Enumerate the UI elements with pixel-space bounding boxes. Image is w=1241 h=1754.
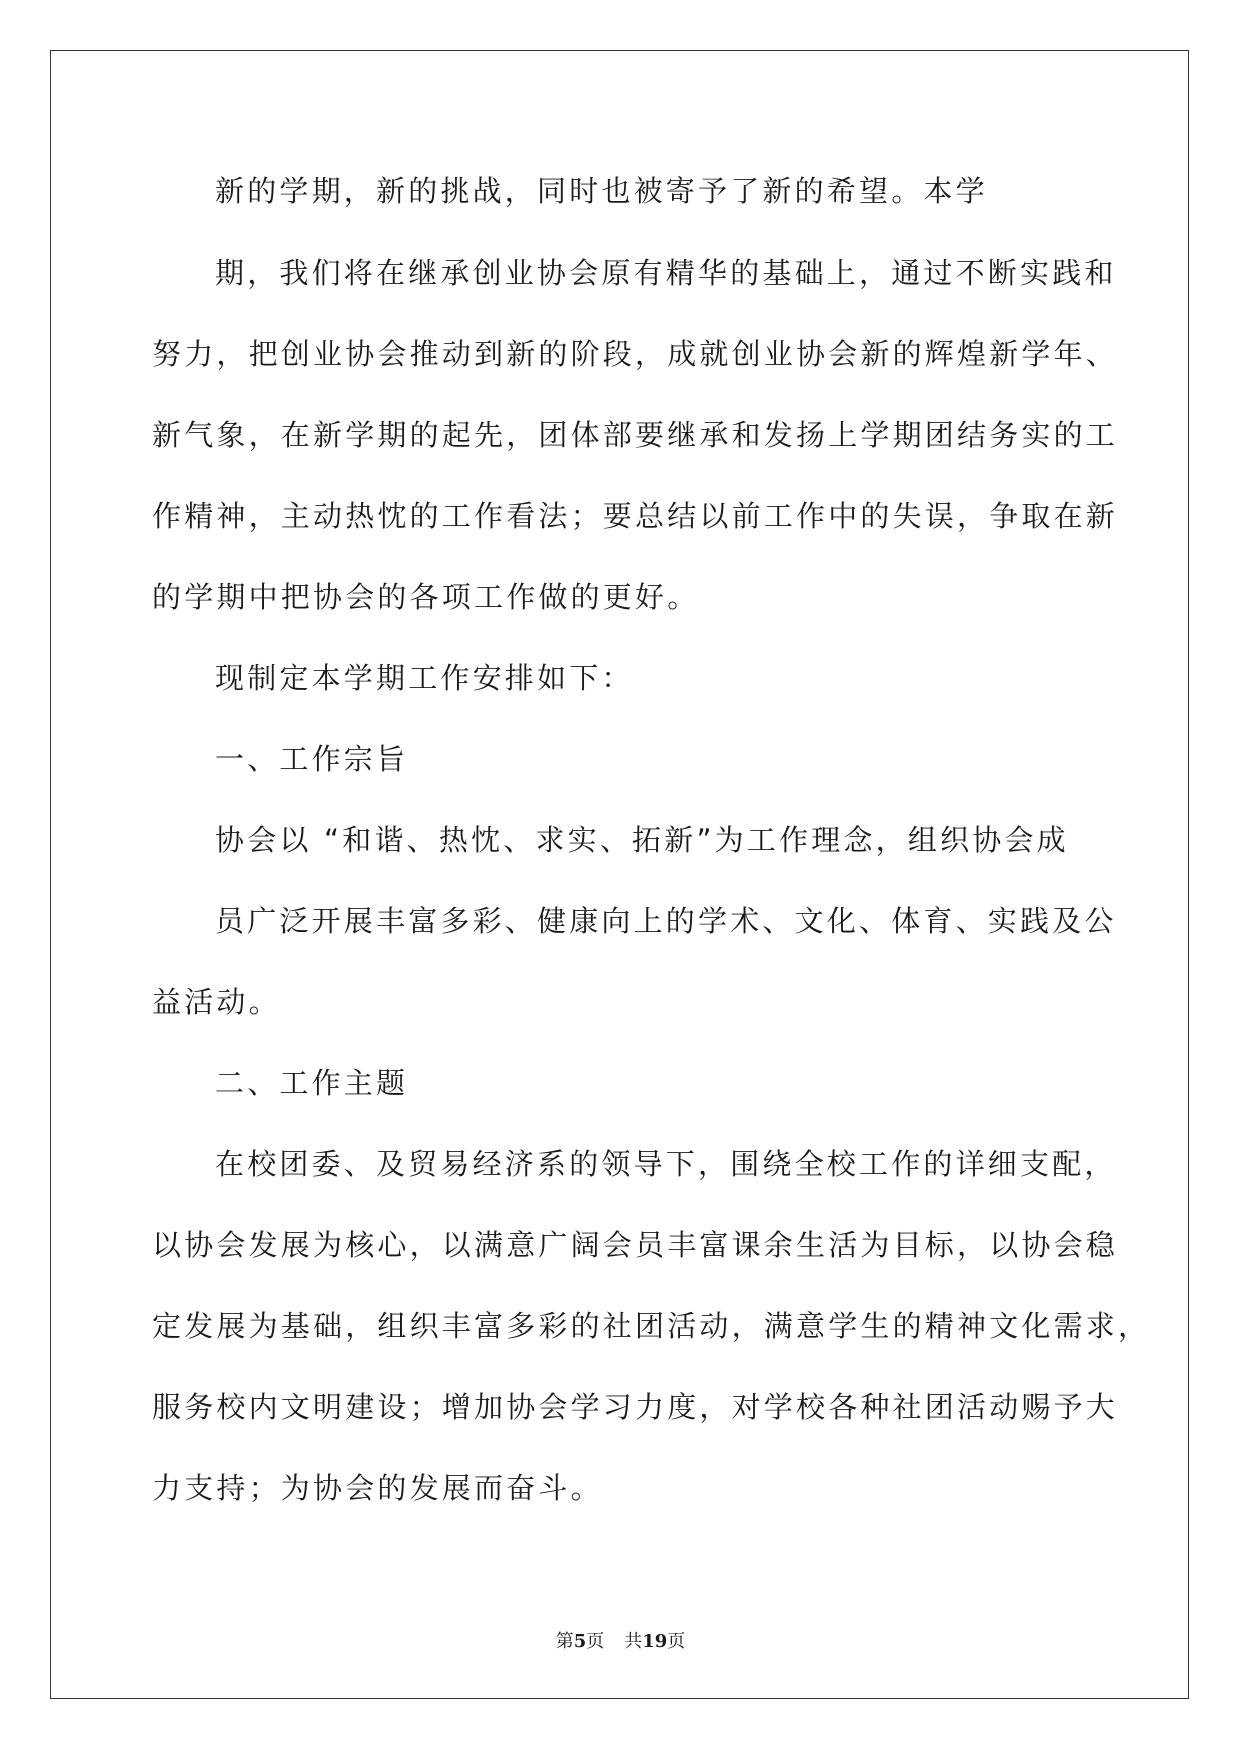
paragraph-line: 努力，把创业协会推动到新的阶段，成就创业协会新的辉煌新学年、 xyxy=(152,337,1119,371)
paragraph-line: 益活动。 xyxy=(152,985,281,1019)
paragraph-line: 期，我们将在继承创业协会原有精华的基础上，通过不断实践和 xyxy=(215,256,1117,290)
page-suffix: 页 xyxy=(586,1631,605,1652)
paragraph-line: 以协会发展为核心，以满意广阔会员丰富课余生活为目标，以协会稳 xyxy=(152,1228,1119,1262)
page-footer xyxy=(0,1631,1241,1653)
section-heading: 二、工作主题 xyxy=(215,1066,409,1100)
total-prefix: 共 xyxy=(624,1631,643,1652)
paragraph-line: 新的学期，新的挑战，同时也被寄予了新的希望。本学 xyxy=(215,174,988,208)
total-suffix: 页 xyxy=(667,1631,686,1652)
paragraph-line: 协会以 “和谐、热忱、求实、拓新”为工作理念，组织协会成 xyxy=(215,823,1069,857)
paragraph-line: 作精神，主动热忱的工作看法；要总结以前工作中的失误，争取在新 xyxy=(152,499,1119,533)
paragraph-line: 服务校内文明建设；增加协会学习力度，对学校各种社团活动赐予大 xyxy=(152,1390,1119,1424)
total-pages: 19 xyxy=(642,1631,668,1652)
paragraph-line: 新气象，在新学期的起先，团体部要继承和发扬上学期团结务实的工 xyxy=(152,418,1119,452)
paragraph-line: 在校团委、及贸易经济系的领导下，围绕全校工作的详细支配， xyxy=(215,1147,1117,1181)
section-heading: 一、工作宗旨 xyxy=(215,742,409,776)
page-prefix: 第 xyxy=(555,1631,574,1652)
page-number: 5 xyxy=(573,1631,587,1652)
paragraph-line: 员广泛开展丰富多彩、健康向上的学术、文化、体育、实践及公 xyxy=(215,904,1117,938)
page-border xyxy=(50,50,1189,1699)
paragraph-line: 现制定本学期工作安排如下： xyxy=(215,661,634,695)
paragraph-line: 的学期中把协会的各项工作做的更好。 xyxy=(152,580,700,614)
paragraph-line: 定发展为基础，组织丰富多彩的社团活动，满意学生的精神文化需求， xyxy=(152,1309,1151,1343)
paragraph-line: 力支持；为协会的发展而奋斗。 xyxy=(152,1471,603,1505)
